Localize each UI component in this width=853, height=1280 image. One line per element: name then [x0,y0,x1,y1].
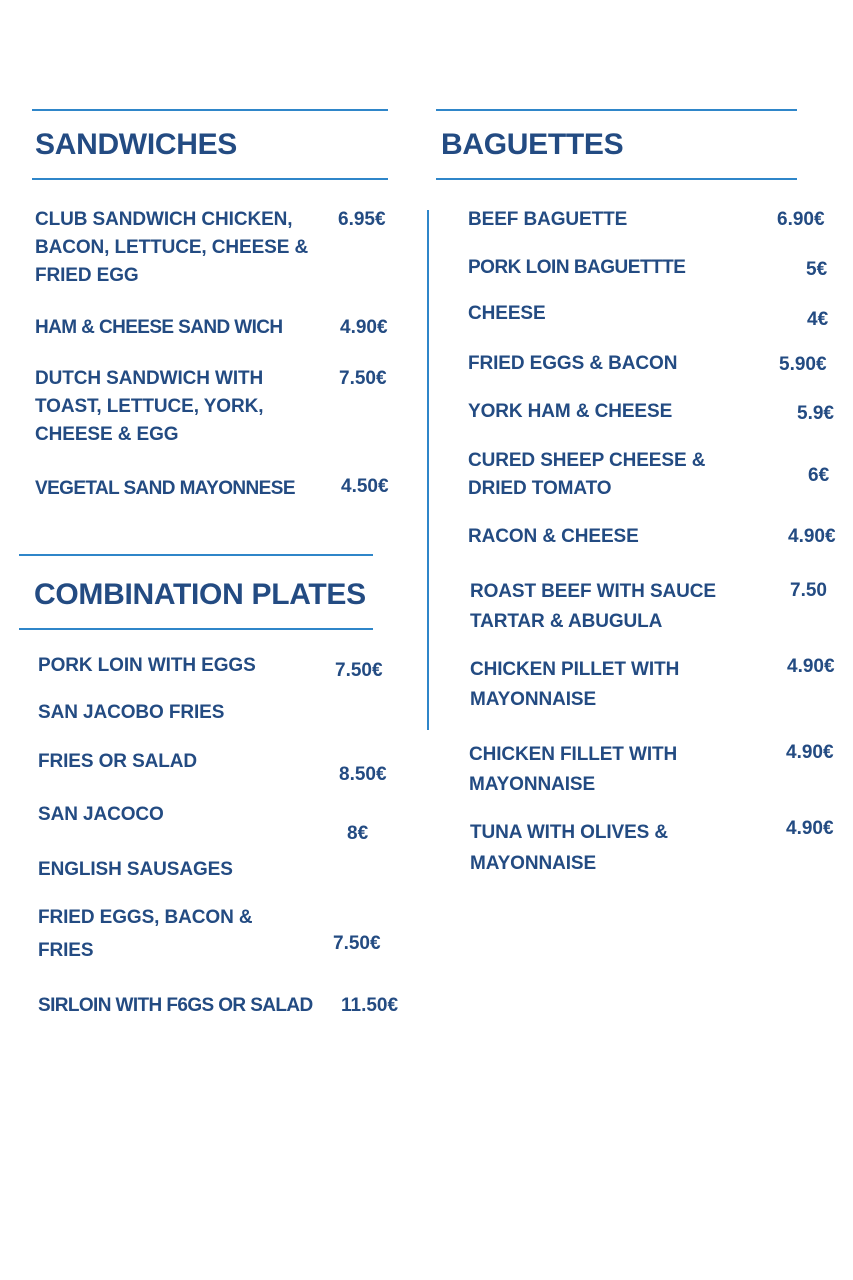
divider [32,109,388,111]
menu-item-name: BEEF BAGUETTE [468,209,628,230]
menu-item-price: 4.90€ [787,656,835,677]
menu-item-name: FRIED EGGS & BACON [468,353,678,374]
menu-item-name: RACON & CHEESE [468,526,639,547]
menu-item-price: 4€ [807,309,829,330]
menu-item-price: 4.90€ [786,818,834,839]
section-title-sandwiches: SANDWICHES [35,128,238,161]
menu-item-name: DUTCH SANDWICH WITH TOAST, LETTUCE, YORK, CHEESE & EGG [35,368,264,445]
menu-item-price: 5.9€ [797,403,834,424]
menu-item-price: 6€ [808,465,830,486]
menu-item-name: CHICKEN FILLET WITH MAYONNAISE [469,744,678,795]
menu-item-price: 7.50€ [335,660,383,681]
menu-item-price: 8€ [347,823,369,844]
menu-item-name: ENGLISH SAUSAGES [38,859,233,880]
menu-item-price: 7.50 [790,580,827,601]
menu-item-price: 4.90€ [786,742,834,763]
menu-item-price: 6.95€ [338,209,386,230]
divider [19,628,373,630]
divider [436,109,797,111]
section-title-baguettes: BAGUETTES [441,128,624,161]
section-title-combination: COMBINATION PLATES [34,578,366,611]
menu-item-price: 4.90€ [788,526,836,547]
menu-item-name: PORK LOIN WITH EGGS [38,655,256,676]
menu-item-price: 4.90€ [340,317,388,338]
menu-item-name: CURED SHEEP CHEESE & DRIED TOMATO [468,450,706,499]
menu-item-name: SIRLOIN WITH F6GS OR SALAD [38,995,313,1016]
menu-item-name: SAN JACOBO FRIES [38,702,225,723]
menu-item-name: SAN JACOCO [38,804,164,825]
menu-item-price: 8.50€ [339,764,387,785]
divider [19,554,373,556]
menu-item-price: 11.50€ [341,995,399,1016]
menu-item-name: HAM & CHEESE SAND WICH [35,317,283,338]
divider [32,178,388,180]
column-divider [427,210,429,730]
menu-item-name: FRIED EGGS, BACON & FRIES [38,907,253,961]
menu-item-name: ROAST BEEF WITH SAUCE TARTAR & ABUGULA [470,581,716,632]
menu-item-name: TUNA WITH OLIVES & MAYONNAISE [470,822,669,874]
menu-item-name: FRIES OR SALAD [38,751,198,772]
menu-item-price: 7.50€ [339,368,387,389]
menu-item-price: 4.50€ [341,476,389,497]
menu-item-price: 6.90€ [777,209,825,230]
menu-item-name: CLUB SANDWICH CHICKEN, BACON, LETTUCE, CHEESE & FRIED EGG [35,209,309,286]
menu-item-name: PORK LOIN BAGUETTTE [468,257,686,278]
menu-item-name: CHICKEN PILLET WITH MAYONNAISE [470,659,680,710]
menu-item-name: YORK HAM & CHEESE [468,401,673,422]
menu-item-price: 5.90€ [779,354,827,375]
menu-item-name: CHEESE [468,303,546,324]
menu-item-name: VEGETAL SAND MAYONNESE [35,478,295,499]
divider [436,178,797,180]
menu-item-price: 5€ [806,259,828,280]
menu-item-price: 7.50€ [333,933,381,954]
